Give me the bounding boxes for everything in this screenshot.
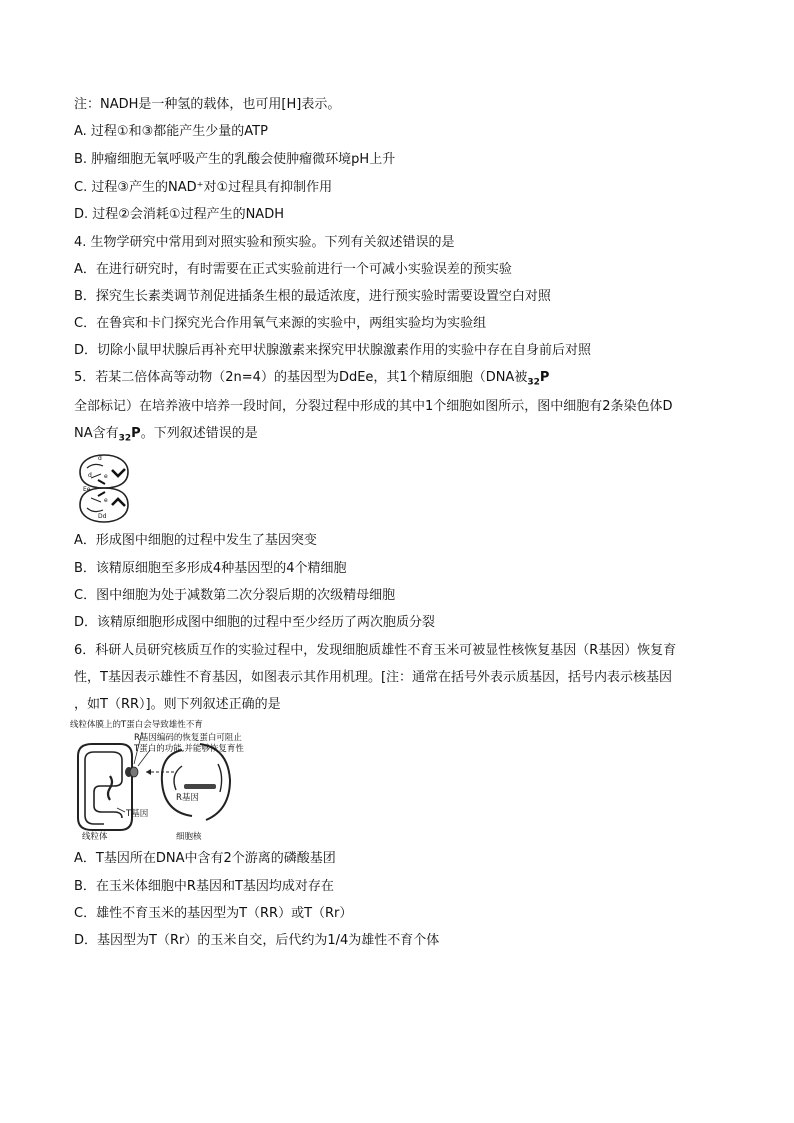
q4-stem: 4. 生物学研究中常用到对照实验和预实验。下列有关叙述错误的是 [74,235,455,250]
isotope-mass: 32 [118,433,132,444]
q5-stem-text-1: 5．若某二倍体高等动物（2n=4）的基因型为DdEe，其1个精原细胞（DNA被 [74,370,528,385]
chromosome-upper [112,469,125,476]
q3-option-a: A. 过程①和③都能产生少量的ATP [74,124,268,139]
q4-option-c: C．在鲁宾和卡门探究光合作用氧气来源的实验中，两组实验均为实验组 [74,316,487,331]
gene-label-d: d [98,455,102,462]
label-nucleus: 细胞核 [176,832,202,842]
mitochondrion-cristae [85,752,122,824]
gene-label-dd: Dd [98,513,107,520]
q6-stem-line-3: ，如T（RR）]。则下列叙述正确的是 [74,697,281,712]
arrow-head [146,769,151,775]
q5-option-b: B．该精原细胞至多形成4种基因型的4个精细胞 [74,561,347,576]
r-gene-dna [184,784,216,789]
q6-option-c: C．雄性不育玉米的基因型为T（RR）或T（Rr） [74,906,353,921]
label-r-gene: R基因 [176,793,199,803]
restorer-protein [130,767,138,777]
q3-option-d: D. 过程②会消耗①过程产生的NADH [74,207,284,222]
q5-stem-line-2: 全部标记）在培养液中培养一段时间，分裂过程中形成的其中1个细胞如图所示，图中细胞有2条染色体D [74,399,673,414]
pointer-line [117,808,125,812]
chromosome-lower [112,499,125,506]
isotope-symbol: P [131,426,141,441]
dividing-cell-figure [74,452,134,524]
isotope-mass: 32 [527,377,540,388]
nucleus-envelope [200,744,230,820]
q3-note: 注：NADH是一种氢的载体，也可用[H]表示。 [74,97,341,112]
t-gene-dna [108,776,112,800]
q4-option-b: B．探究生长素类调节剂促进插条生根的最适浓度，进行预实验时需要设置空白对照 [74,289,551,304]
q3-option-c: C. 过程③产生的NAD⁺对①过程具有抑制作用 [74,180,333,195]
gene-label-d: d [88,472,92,479]
q5-stem-text-3b: 。下列叙述错误的是 [140,426,258,441]
q5-stem-text-3a: NA含有 [74,426,119,441]
isotope-label [527,370,550,388]
label-t-protein-sterility: 线粒体膜上的T蛋白会导致雄性不育 [70,720,203,730]
q5-option-d: D．该精原细胞形成图中细胞的过程中至少经历了两次胞质分裂 [74,615,436,630]
q6-stem-line-2: 性，T基因表示雄性不育基因，如图表示其作用机理。[注：通常在括号外表示质基因，括号内表示核基因 [74,670,673,685]
q6-stem-line-1: 6．科研人员研究核质互作的实验过程中，发现细胞质雄性不育玉米可被显性核恢复基因（R基因）恢复育 [74,643,677,658]
q4-option-a: A．在进行研究时，有时需要在正式实验前进行一个可减小实验误差的预实验 [74,262,512,277]
label-mitochondrion: 线粒体 [82,832,108,842]
isotope-label [118,426,141,444]
q5-stem-line-3 [74,425,258,448]
nucleus-envelope [162,750,192,816]
q5-option-a: A．形成图中细胞的过程中发生了基因突变 [74,533,317,548]
q4-option-d: D．切除小鼠甲状腺后再补充甲状腺激素来探究甲状腺激素作用的实验中存在自身前后对照 [74,343,592,358]
isotope-symbol: P [539,370,550,385]
q3-option-b: B. 肿瘤细胞无氧呼吸产生的乳酸会使肿瘤微环境pH上升 [74,152,396,167]
core-cytoplasm-figure [70,720,250,844]
gene-label-e: e [104,473,108,480]
q5-stem-line-1 [74,369,549,392]
spindle-fiber [87,464,103,468]
label-restorer-protein-2: T蛋白的功能,并能够恢复育性 [134,744,244,754]
q6-option-d: D．基因型为T（Rr）的玉米自交，后代约为1/4为雄性不育个体 [74,933,440,948]
q5-option-c: C．图中细胞为处于减数第二次分裂后期的次级精母细胞 [74,588,396,603]
gene-label-ee: Ee [83,486,91,493]
q6-option-b: B．在玉米体细胞中R基因和T基因均成对存在 [74,879,334,894]
label-restorer-protein-1: R基因编码的恢复蛋白可阻止 [134,733,242,743]
gene-label-e: e [104,497,108,504]
q6-option-a: A．T基因所在DNA中含有2个游离的磷酸基团 [74,851,336,866]
label-t-gene: T基因 [126,809,149,819]
